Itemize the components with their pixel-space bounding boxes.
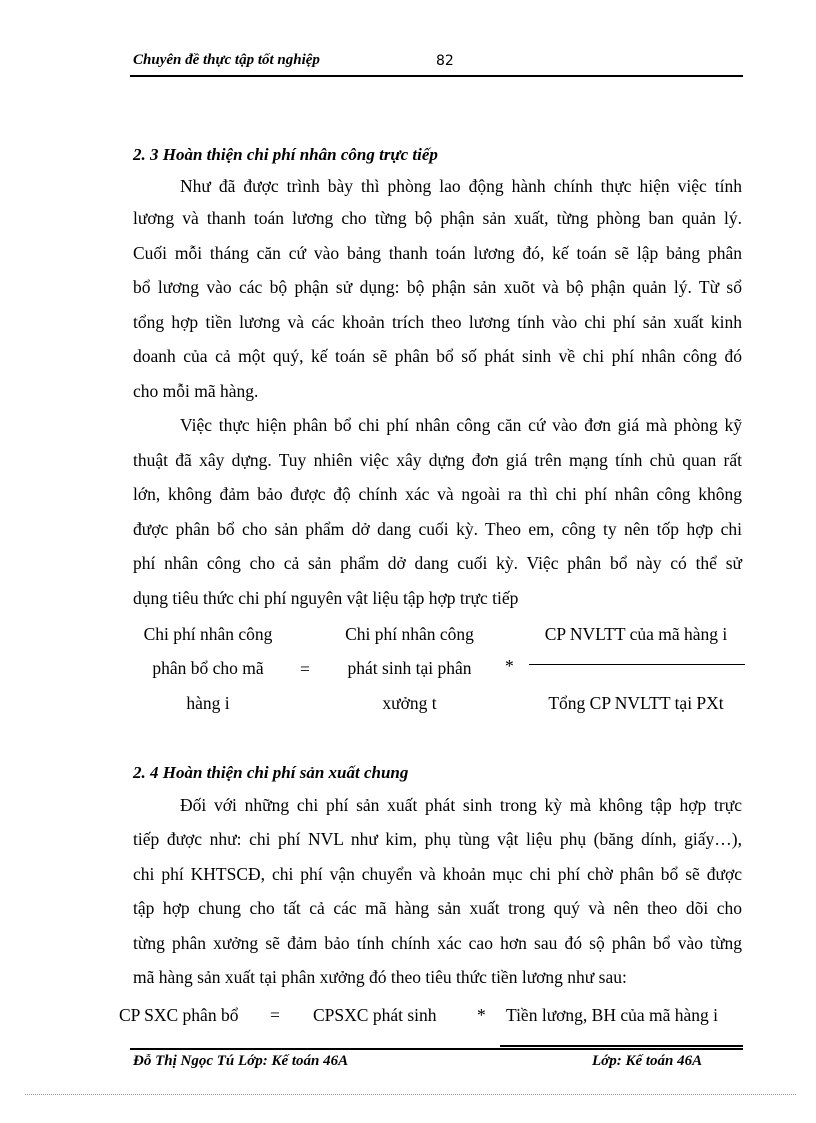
formula2-middle: CPSXC phát sinh	[313, 1005, 437, 1025]
formula-left-line: Chi phí nhân công	[143, 624, 273, 644]
paragraph-line: thuật đã xây dựng. Tuy nhiên việc xây dựng đơn giá trên mạng tính chủ quan rất	[133, 450, 742, 470]
paragraph-line: Đối với những chi phí sản xuất phát sinh trong kỳ mà không tập hợp trực	[180, 795, 742, 815]
formula-middle-line: phát sinh tại phân	[347, 658, 472, 678]
paragraph-line: bổ lương vào các bộ phận sử dụng: bộ phận sản xuõt và bộ phận quản lý. Từ sổ	[133, 277, 742, 297]
formula2-left: CP SXC phân bổ	[119, 1005, 239, 1025]
paragraph-line: tiếp được như: chi phí NVL như kim, phụ tùng vật liệu phụ (băng dính, giấy…),	[133, 829, 742, 849]
paragraph-line: Cuối mỗi tháng căn cứ vào bảng thanh toán lương đó, kế toán sẽ lập bảng phân	[133, 243, 742, 263]
formula-middle-line: Chi phí nhân công	[345, 624, 474, 644]
footer-left: Đỗ Thị Ngọc Tú Lớp: Kế toán 46A	[133, 1053, 349, 1069]
paragraph-line: chi phí KHTSCĐ, chi phí vận chuyển và khoản mục chi phí chờ phân bổ sẽ được	[133, 864, 742, 884]
paragraph-line: lương và thanh toán lương cho từng bộ phận sản xuất, từng phòng ban quản lý.	[133, 208, 742, 228]
header-title: Chuyên đề thực tập tốt nghiệp	[133, 52, 320, 68]
header-rule	[130, 75, 743, 77]
section-heading-2-3: 2. 3 Hoàn thiện chi phí nhân công trực tiếp	[133, 145, 438, 164]
paragraph-line: tập hợp chung cho tất cả các mã hàng sản xuất trong quý và nên theo dõi cho	[133, 898, 742, 918]
formula-numerator: CP NVLTT của mã hàng i	[544, 624, 728, 644]
formula2-numerator: Tiền lương, BH của mã hàng i	[506, 1005, 719, 1025]
paragraph-line: cho mỗi mã hàng.	[133, 381, 259, 401]
page-break-line	[25, 1094, 796, 1095]
formula-times: *	[505, 656, 514, 676]
paragraph-line: Như đã được trình bày thì phòng lao động hành chính thực hiện việc tính	[180, 176, 742, 196]
footer-rule	[130, 1048, 743, 1050]
paragraph-line: Việc thực hiện phân bổ chi phí nhân công căn cứ vào đơn giá mà phòng kỹ	[180, 415, 742, 435]
formula-left-line: phân bổ cho mã	[152, 658, 264, 678]
paragraph-line: được phân bổ cho sản phẩm dở dang cuối kỳ. Theo em, công ty nên tốp hợp chi	[133, 519, 742, 539]
paragraph-line: doanh của cả một quý, kế toán sẽ phân bổ số phát sinh về chi phí nhân công đó	[133, 346, 742, 366]
formula-left-line: hàng i	[186, 693, 230, 713]
formula-fraction-line	[529, 664, 745, 665]
footer-right: Lớp: Kế toán 46A	[592, 1053, 703, 1069]
paragraph-line: tổng hợp tiền lương và các khoản trích theo lương tính vào chi phí sản xuất kinh	[133, 312, 742, 332]
formula-denominator: Tổng CP NVLTT tại PXt	[548, 693, 724, 713]
footer-fraction-line	[500, 1045, 743, 1047]
formula-equals: =	[300, 659, 310, 679]
paragraph-line: mã hàng sản xuất tại phân xưởng đó theo tiêu thức tiền lương như sau:	[133, 967, 627, 987]
formula2-equals: =	[270, 1005, 280, 1025]
section-heading-2-4: 2. 4 Hoàn thiện chi phí sản xuất chung	[133, 763, 409, 782]
paragraph-line: dụng tiêu thức chi phí nguyên vật liệu tập hợp trực tiếp	[133, 588, 519, 608]
paragraph-line: từng phân xưởng sẽ đảm bảo tính chính xác cao hơn sau đó sộ phân bổ vào từng	[133, 933, 742, 953]
formula2-times: *	[477, 1005, 486, 1025]
page-number: 82	[436, 53, 454, 69]
paragraph-line: phí nhân công cho cả sản phẩm dở dang cuối kỳ. Việc phân bổ này có thể sử	[133, 553, 742, 573]
formula-middle-line: xưởng t	[382, 693, 437, 713]
paragraph-line: lớn, không đảm bảo được độ chính xác và ngoài ra thì chi phí nhân công không	[133, 484, 742, 504]
